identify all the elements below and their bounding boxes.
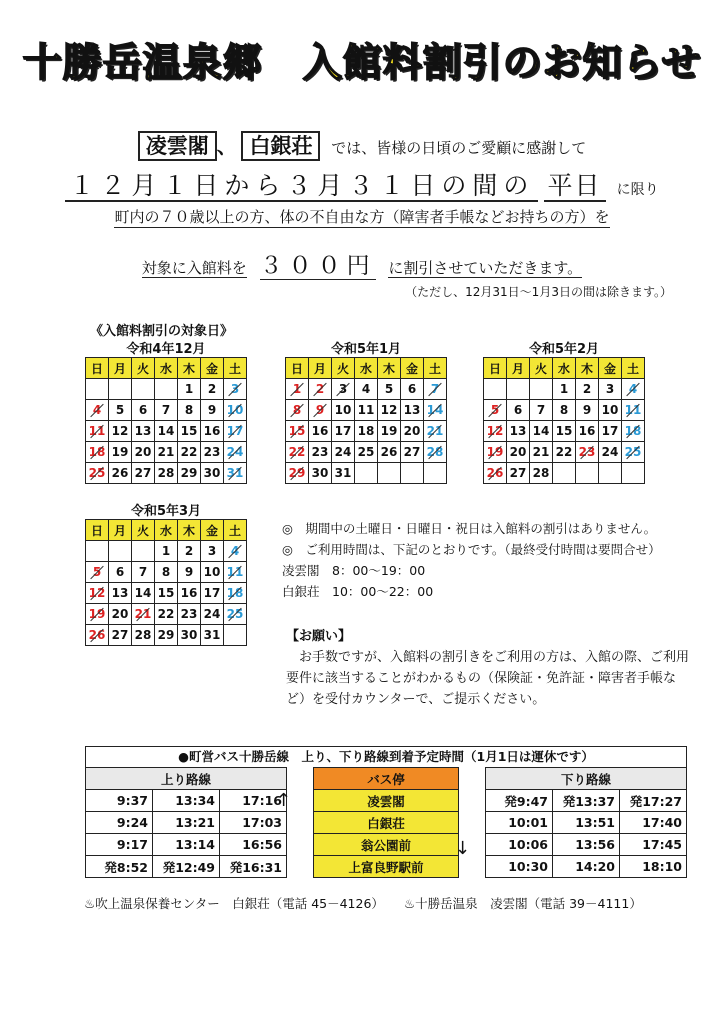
calendar-day: 29 (155, 625, 178, 646)
calendar-day: 18 (224, 583, 247, 604)
bus-row (86, 856, 687, 878)
calendar-day (401, 463, 424, 484)
calendar-day: 24 (224, 442, 247, 463)
calendar-day: 12 (109, 421, 132, 442)
calendar-day: 10 (224, 400, 247, 421)
calendar-day: 19 (378, 421, 401, 442)
calendar-day: 7 (424, 379, 447, 400)
calendar-day: 5 (86, 562, 109, 583)
calendar-day: 5 (378, 379, 401, 400)
calendar-day: 30 (201, 463, 224, 484)
calendar-day: 10 (332, 400, 355, 421)
calendar-day: 27 (401, 442, 424, 463)
calendar-day: 16 (201, 421, 224, 442)
calendar-day: 8 (553, 400, 576, 421)
calendar-day: 29 (286, 463, 309, 484)
calendar-day: 4 (622, 379, 645, 400)
intro-line-1: 凌雲閣 、 白銀荘 では、皆様の日頃のご愛顧に感謝して (0, 130, 724, 160)
calendar-day: 23 (576, 442, 599, 463)
weekday-header: 月 (507, 358, 530, 379)
calendar-day (484, 379, 507, 400)
calendar-day: 9 (576, 400, 599, 421)
calendar-day: 25 (224, 604, 247, 625)
calendar-day: 6 (132, 400, 155, 421)
calendar-day: 21 (132, 604, 155, 625)
weekday-header: 土 (224, 520, 247, 541)
down-time: 13:51 (553, 812, 620, 834)
calendar-day (378, 463, 401, 484)
calendar-day: 25 (86, 463, 109, 484)
calendar-day: 19 (109, 442, 132, 463)
calendar-grid (285, 357, 447, 484)
calendar-title: 令和5年3月 (130, 504, 202, 519)
calendar-day: 24 (332, 442, 355, 463)
calendar-day: 10 (201, 562, 224, 583)
calendar-day: 14 (424, 400, 447, 421)
calendar-day (553, 463, 576, 484)
calendar-day (109, 379, 132, 400)
calendar-day: 17 (224, 421, 247, 442)
bus-title: ●町営バス十勝岳線 上り、下り路線到着予定時間（1月1日は運休です） (85, 746, 687, 767)
hot-spring-icon: ♨ (84, 896, 96, 911)
calendar-day: 28 (530, 463, 553, 484)
calendar-day (155, 379, 178, 400)
footer (84, 894, 642, 912)
weekday-header: 日 (484, 358, 507, 379)
calendar-day: 18 (355, 421, 378, 442)
weekday-header: 金 (201, 358, 224, 379)
calendar-day: 11 (86, 421, 109, 442)
calendar-day: 17 (201, 583, 224, 604)
calendar-day: 26 (378, 442, 401, 463)
calendar-day: 28 (155, 463, 178, 484)
weekday-header: 日 (286, 358, 309, 379)
calendar-day: 29 (178, 463, 201, 484)
calendar-day: 2 (178, 541, 201, 562)
calendar-day: 12 (484, 421, 507, 442)
calendar-day: 6 (401, 379, 424, 400)
calendar-day: 12 (86, 583, 109, 604)
calendar-day: 4 (86, 400, 109, 421)
weekday-header: 金 (401, 358, 424, 379)
request-block: 【お願い】 お手数ですが、入館料の割引きをご利用の方は、入館の際、ご利用要件に該当することがわかるもの（保険証・免許証・障害者手帳など）を受付カウンターで、ご提示ください。 (286, 629, 690, 707)
down-time: 13:56 (553, 834, 620, 856)
calendar-day (530, 379, 553, 400)
calendar-day (599, 463, 622, 484)
up-time: 9:37 (86, 790, 153, 812)
calendar-day: 16 (309, 421, 332, 442)
up-time: 9:17 (86, 834, 153, 856)
contact-hakuginso: 吹上温泉保養センター 白銀荘（電話 45－4126） (95, 896, 384, 911)
calendar-day: 23 (178, 604, 201, 625)
calendar-day: 5 (484, 400, 507, 421)
calendar-day: 25 (355, 442, 378, 463)
bus-table (85, 767, 687, 878)
calendar-day: 2 (309, 379, 332, 400)
bus-stop-name: 凌雲閣 (314, 790, 459, 812)
down-time: 18:10 (620, 856, 687, 878)
calendar-day: 8 (286, 400, 309, 421)
calendar-grid (85, 357, 247, 484)
hours-hakuginso: 10：00～22：00 (332, 584, 434, 599)
calendar-section-label: 《入館料割引の対象日》 (90, 324, 234, 339)
weekday-header: 木 (378, 358, 401, 379)
page-title: 十勝岳温泉郷 入館料割引のお知らせ (22, 41, 702, 86)
calendar-day: 13 (507, 421, 530, 442)
weekday-header: 月 (109, 358, 132, 379)
weekday-header: 水 (155, 358, 178, 379)
calendar-day: 11 (355, 400, 378, 421)
calendar-day: 25 (622, 442, 645, 463)
bus-stop-name: 翁公園前 (314, 834, 459, 856)
calendar-day: 17 (332, 421, 355, 442)
calendar-title: 令和5年2月 (528, 342, 600, 357)
calendar-day (86, 541, 109, 562)
weekday-header: 水 (553, 358, 576, 379)
down-time: 発17:27 (620, 790, 687, 812)
calendar-day (224, 625, 247, 646)
calendar-day: 3 (332, 379, 355, 400)
calendar-day: 19 (86, 604, 109, 625)
calendar-day: 20 (401, 421, 424, 442)
calendar-2 (285, 338, 447, 484)
facility-hakuginso: 白銀荘 (241, 131, 320, 161)
calendar-day: 13 (401, 400, 424, 421)
calendar-day (132, 379, 155, 400)
weekday-header: 火 (332, 358, 355, 379)
calendar-4 (85, 500, 247, 646)
calendar-day: 12 (378, 400, 401, 421)
bus-stop-header: バス停 (314, 768, 459, 790)
calendar-day: 3 (224, 379, 247, 400)
calendar-day: 17 (599, 421, 622, 442)
up-time: 発8:52 (86, 856, 153, 878)
calendar-day: 27 (109, 625, 132, 646)
down-time: 10:01 (486, 812, 553, 834)
calendar-day (424, 463, 447, 484)
calendar-day: 3 (201, 541, 224, 562)
facility-ryounkaku: 凌雲閣 (138, 131, 217, 161)
calendar-day: 18 (86, 442, 109, 463)
calendar-day: 28 (132, 625, 155, 646)
calendar-day: 24 (201, 604, 224, 625)
weekday-header: 土 (622, 358, 645, 379)
calendar-day: 24 (599, 442, 622, 463)
weekday-header: 日 (86, 520, 109, 541)
calendar-day: 20 (132, 442, 155, 463)
up-time: 17:03 (220, 812, 287, 834)
calendar-day: 23 (309, 442, 332, 463)
up-time: 13:34 (153, 790, 220, 812)
down-time: 17:45 (620, 834, 687, 856)
down-time: 10:06 (486, 834, 553, 856)
weekday-header: 日 (86, 358, 109, 379)
weekday-header: 金 (599, 358, 622, 379)
up-time: 17:16 (220, 790, 287, 812)
calendar-day (576, 463, 599, 484)
calendar-day (507, 379, 530, 400)
bus-stop-name: 上富良野駅前 (314, 856, 459, 878)
calendar-day: 1 (178, 379, 201, 400)
calendar-day: 22 (155, 604, 178, 625)
calendar-day (86, 379, 109, 400)
calendar-day: 31 (201, 625, 224, 646)
calendar-day: 11 (622, 400, 645, 421)
calendar-day: 15 (155, 583, 178, 604)
calendar-day: 1 (553, 379, 576, 400)
calendar-day: 6 (507, 400, 530, 421)
calendar-day: 6 (109, 562, 132, 583)
calendar-day: 26 (86, 625, 109, 646)
weekday-header: 月 (309, 358, 332, 379)
calendar-day: 31 (332, 463, 355, 484)
calendar-day: 27 (132, 463, 155, 484)
calendar-day: 30 (178, 625, 201, 646)
up-time: 16:56 (220, 834, 287, 856)
calendar-day: 8 (178, 400, 201, 421)
calendar-day: 4 (355, 379, 378, 400)
calendar-day: 20 (507, 442, 530, 463)
up-time: 13:14 (153, 834, 220, 856)
weekday-header: 木 (178, 520, 201, 541)
price-text: ３００円 (259, 253, 376, 279)
calendar-day: 8 (155, 562, 178, 583)
down-time: 発13:37 (553, 790, 620, 812)
calendar-1 (85, 338, 247, 484)
calendar-day: 21 (155, 442, 178, 463)
bus-timetable (85, 746, 687, 878)
calendar-day: 14 (132, 583, 155, 604)
calendar-day: 21 (424, 421, 447, 442)
intro-target: 町内の７０歳以上の方、体の不自由な方（障害者手帳などお持ちの方）を (114, 208, 610, 226)
calendar-day: 3 (599, 379, 622, 400)
weekday-header: 木 (576, 358, 599, 379)
calendar-day: 22 (553, 442, 576, 463)
calendar-day: 19 (484, 442, 507, 463)
up-time: 発12:49 (153, 856, 220, 878)
calendar-day: 9 (309, 400, 332, 421)
down-time: 17:40 (620, 812, 687, 834)
weekday-header: 木 (178, 358, 201, 379)
info-block: ◎ 期間中の土曜日・日曜日・祝日は入館料の割引はありません。 ◎ ご利用時間は、下記のとおりです。（最終受付時間は要問合せ） 凌雲閣 8：00～19：00 白銀荘 10：00～22：00 (282, 521, 661, 599)
calendar-day: 4 (224, 541, 247, 562)
calendar-day: 26 (109, 463, 132, 484)
down-arrow-icon: ↓ (455, 838, 471, 859)
down-time: 10:30 (486, 856, 553, 878)
calendar-day (355, 463, 378, 484)
calendar-day: 26 (484, 463, 507, 484)
calendar-day: 16 (576, 421, 599, 442)
weekday-header: 土 (224, 358, 247, 379)
contact-ryounkaku: 十勝岳温泉 凌雲閣（電話 39－4111） (415, 896, 642, 911)
calendar-day: 7 (155, 400, 178, 421)
calendar-day: 22 (286, 442, 309, 463)
calendar-day: 20 (109, 604, 132, 625)
up-route-header: 上り路線 (86, 768, 287, 790)
up-time: 発16:31 (220, 856, 287, 878)
calendar-day: 18 (622, 421, 645, 442)
calendar-day: 28 (424, 442, 447, 463)
calendar-day: 5 (109, 400, 132, 421)
period-text: １２月１日から３月３１日の間の (65, 171, 538, 202)
exclusion-note: （ただし、12月31日～1月3日の間は除きます。） (405, 285, 672, 299)
down-route-header: 下り路線 (486, 768, 687, 790)
calendar-day: 31 (224, 463, 247, 484)
up-time: 13:21 (153, 812, 220, 834)
intro-price: 対象に入館料を ３００円 に割引させていただきます。 (141, 253, 583, 279)
calendar-day: 27 (507, 463, 530, 484)
calendar-day: 16 (178, 583, 201, 604)
calendar-day: 15 (178, 421, 201, 442)
calendar-day: 1 (286, 379, 309, 400)
weekday-header: 月 (109, 520, 132, 541)
weekday-header: 火 (132, 520, 155, 541)
weekday-header: 火 (132, 358, 155, 379)
calendar-day: 13 (109, 583, 132, 604)
down-time: 発9:47 (486, 790, 553, 812)
intro-period: １２月１日から３月３１日の間の 平日 に限り (0, 166, 724, 202)
bus-row (86, 812, 687, 834)
up-time: 9:24 (86, 812, 153, 834)
weekday-header: 水 (155, 520, 178, 541)
calendar-day: 13 (132, 421, 155, 442)
weekday-header: 土 (424, 358, 447, 379)
calendar-day (132, 541, 155, 562)
calendar-3 (483, 338, 645, 484)
calendar-day: 7 (530, 400, 553, 421)
hot-spring-icon: ♨ (403, 896, 416, 911)
calendar-day: 11 (224, 562, 247, 583)
calendar-day: 14 (530, 421, 553, 442)
calendar-day: 7 (132, 562, 155, 583)
calendar-day: 30 (309, 463, 332, 484)
calendar-grid (483, 357, 645, 484)
calendar-day: 14 (155, 421, 178, 442)
calendar-day: 2 (576, 379, 599, 400)
weekday-text: 平日 (544, 171, 606, 202)
calendar-grid (85, 519, 247, 646)
bus-row (86, 790, 687, 812)
weekday-header: 金 (201, 520, 224, 541)
bus-stop-name: 白銀荘 (314, 812, 459, 834)
calendar-day: 15 (286, 421, 309, 442)
calendar-day: 9 (178, 562, 201, 583)
calendar-day: 21 (530, 442, 553, 463)
calendar-day: 1 (155, 541, 178, 562)
calendar-day: 9 (201, 400, 224, 421)
up-arrow-icon: ↑ (276, 790, 292, 811)
calendar-day: 2 (201, 379, 224, 400)
weekday-header: 水 (355, 358, 378, 379)
weekday-header: 火 (530, 358, 553, 379)
down-time: 14:20 (553, 856, 620, 878)
calendar-day: 22 (178, 442, 201, 463)
hours-ryounkaku: 8：00～19：00 (332, 563, 426, 578)
calendar-title: 令和5年1月 (330, 342, 402, 357)
bus-row (86, 834, 687, 856)
calendar-day: 23 (201, 442, 224, 463)
calendar-title: 令和4年12月 (126, 342, 206, 357)
calendar-day: 10 (599, 400, 622, 421)
calendar-day: 15 (553, 421, 576, 442)
calendar-day (109, 541, 132, 562)
calendar-day (622, 463, 645, 484)
